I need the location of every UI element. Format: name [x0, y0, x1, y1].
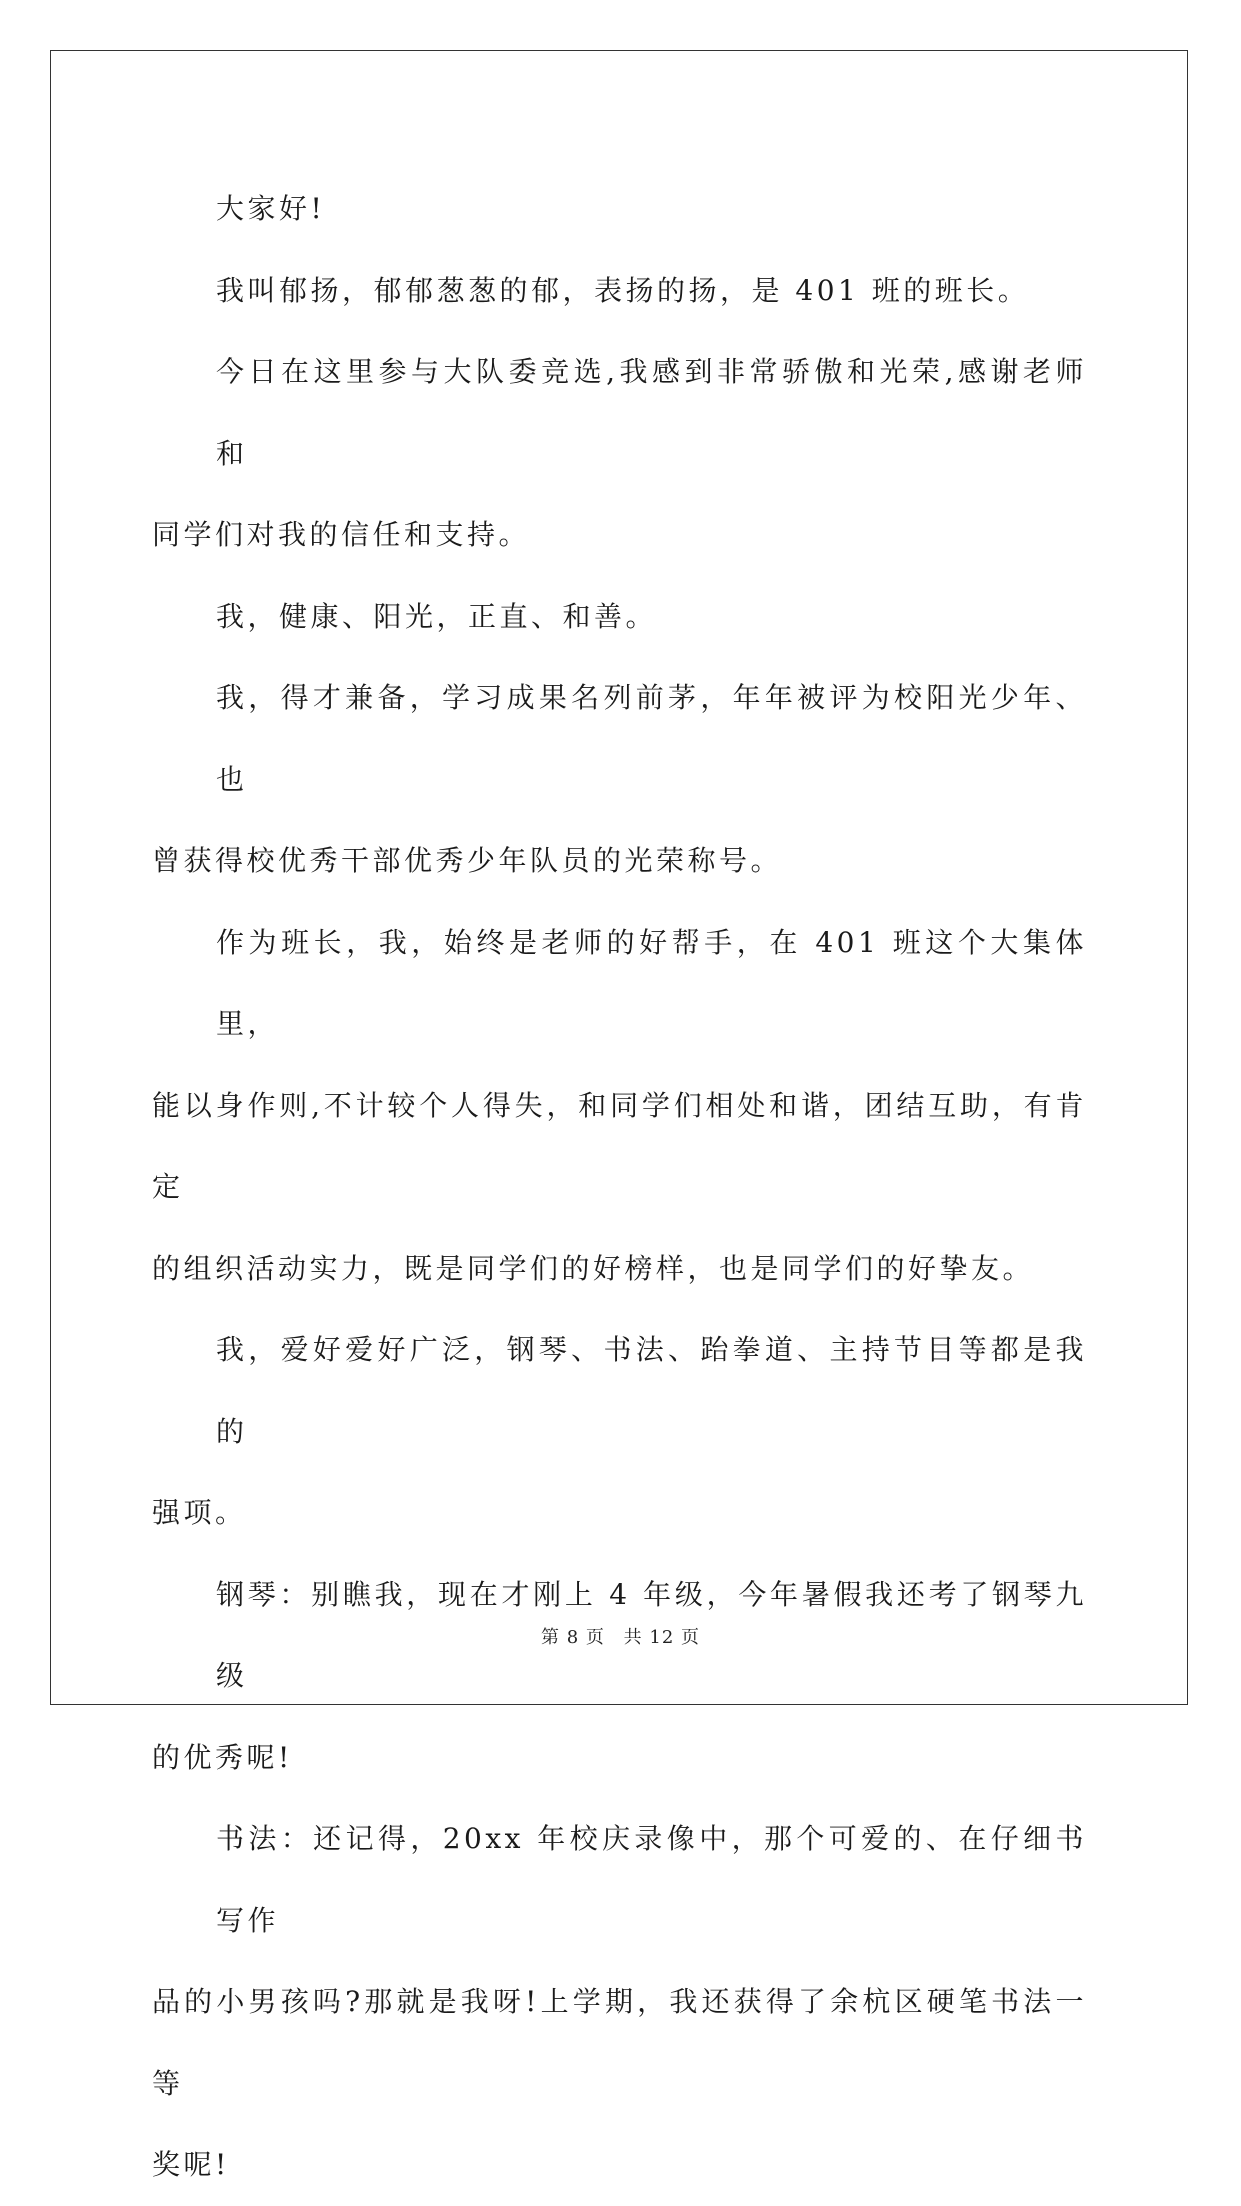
text-line: 书法：还记得，20xx 年校庆录像中，那个可爱的、在仔细书写作	[216, 1822, 1087, 1937]
paragraph	[152, 331, 1087, 576]
paragraph	[152, 1309, 1087, 1554]
paragraph	[152, 168, 1087, 250]
text-line: 同学们对我的信任和支持。	[152, 518, 531, 551]
text-line: 我叫郁扬，郁郁葱葱的郁，表扬的扬，是 401 班的班长。	[216, 273, 1030, 307]
page-number-total: 共 12 页	[623, 1627, 700, 1648]
paragraph	[152, 250, 1087, 332]
text-line: 我，得才兼备，学习成果名列前茅，年年被评为校阳光少年、也	[216, 681, 1087, 796]
text-line: 的组织活动实力，既是同学们的好榜样，也是同学们的好挚友。	[152, 1251, 1035, 1285]
text-line: 强项。	[152, 1496, 247, 1529]
paragraph	[152, 657, 1087, 902]
paragraph	[152, 1554, 1087, 1799]
paragraph	[152, 576, 1087, 658]
text-line: 今日在这里参与大队委竞选,我感到非常骄傲和光荣,感谢老师和	[216, 355, 1087, 470]
page-number-current: 第 8 页	[541, 1627, 605, 1648]
text-line: 曾获得校优秀干部优秀少年队员的光荣称号。	[152, 844, 783, 877]
text-line: 能以身作则,不计较个人得失，和同学们相处和谐，团结互助，有肯定	[152, 1088, 1087, 1203]
text-line: 作为班长，我，始终是老师的好帮手，在 401 班这个大集体里，	[216, 925, 1087, 1040]
document-body	[152, 168, 1087, 2206]
text-line: 奖呢!	[152, 2148, 230, 2181]
text-line: 的优秀呢!	[152, 1740, 293, 1774]
page-footer	[0, 1623, 1241, 1649]
paragraph	[152, 1798, 1087, 2206]
text-line: 我，爱好爱好广泛，钢琴、书法、跆拳道、主持节目等都是我的	[216, 1333, 1087, 1448]
text-line: 品的小男孩吗?那就是我呀!上学期，我还获得了余杭区硬笔书法一等	[152, 1985, 1087, 2100]
text-line: 钢琴：别瞧我，现在才刚上 4 年级，今年暑假我还考了钢琴九级	[216, 1577, 1087, 1692]
text-line: 我，健康、阳光，正直、和善。	[216, 599, 658, 633]
text-line: 大家好!	[216, 192, 326, 225]
paragraph	[152, 902, 1087, 1310]
